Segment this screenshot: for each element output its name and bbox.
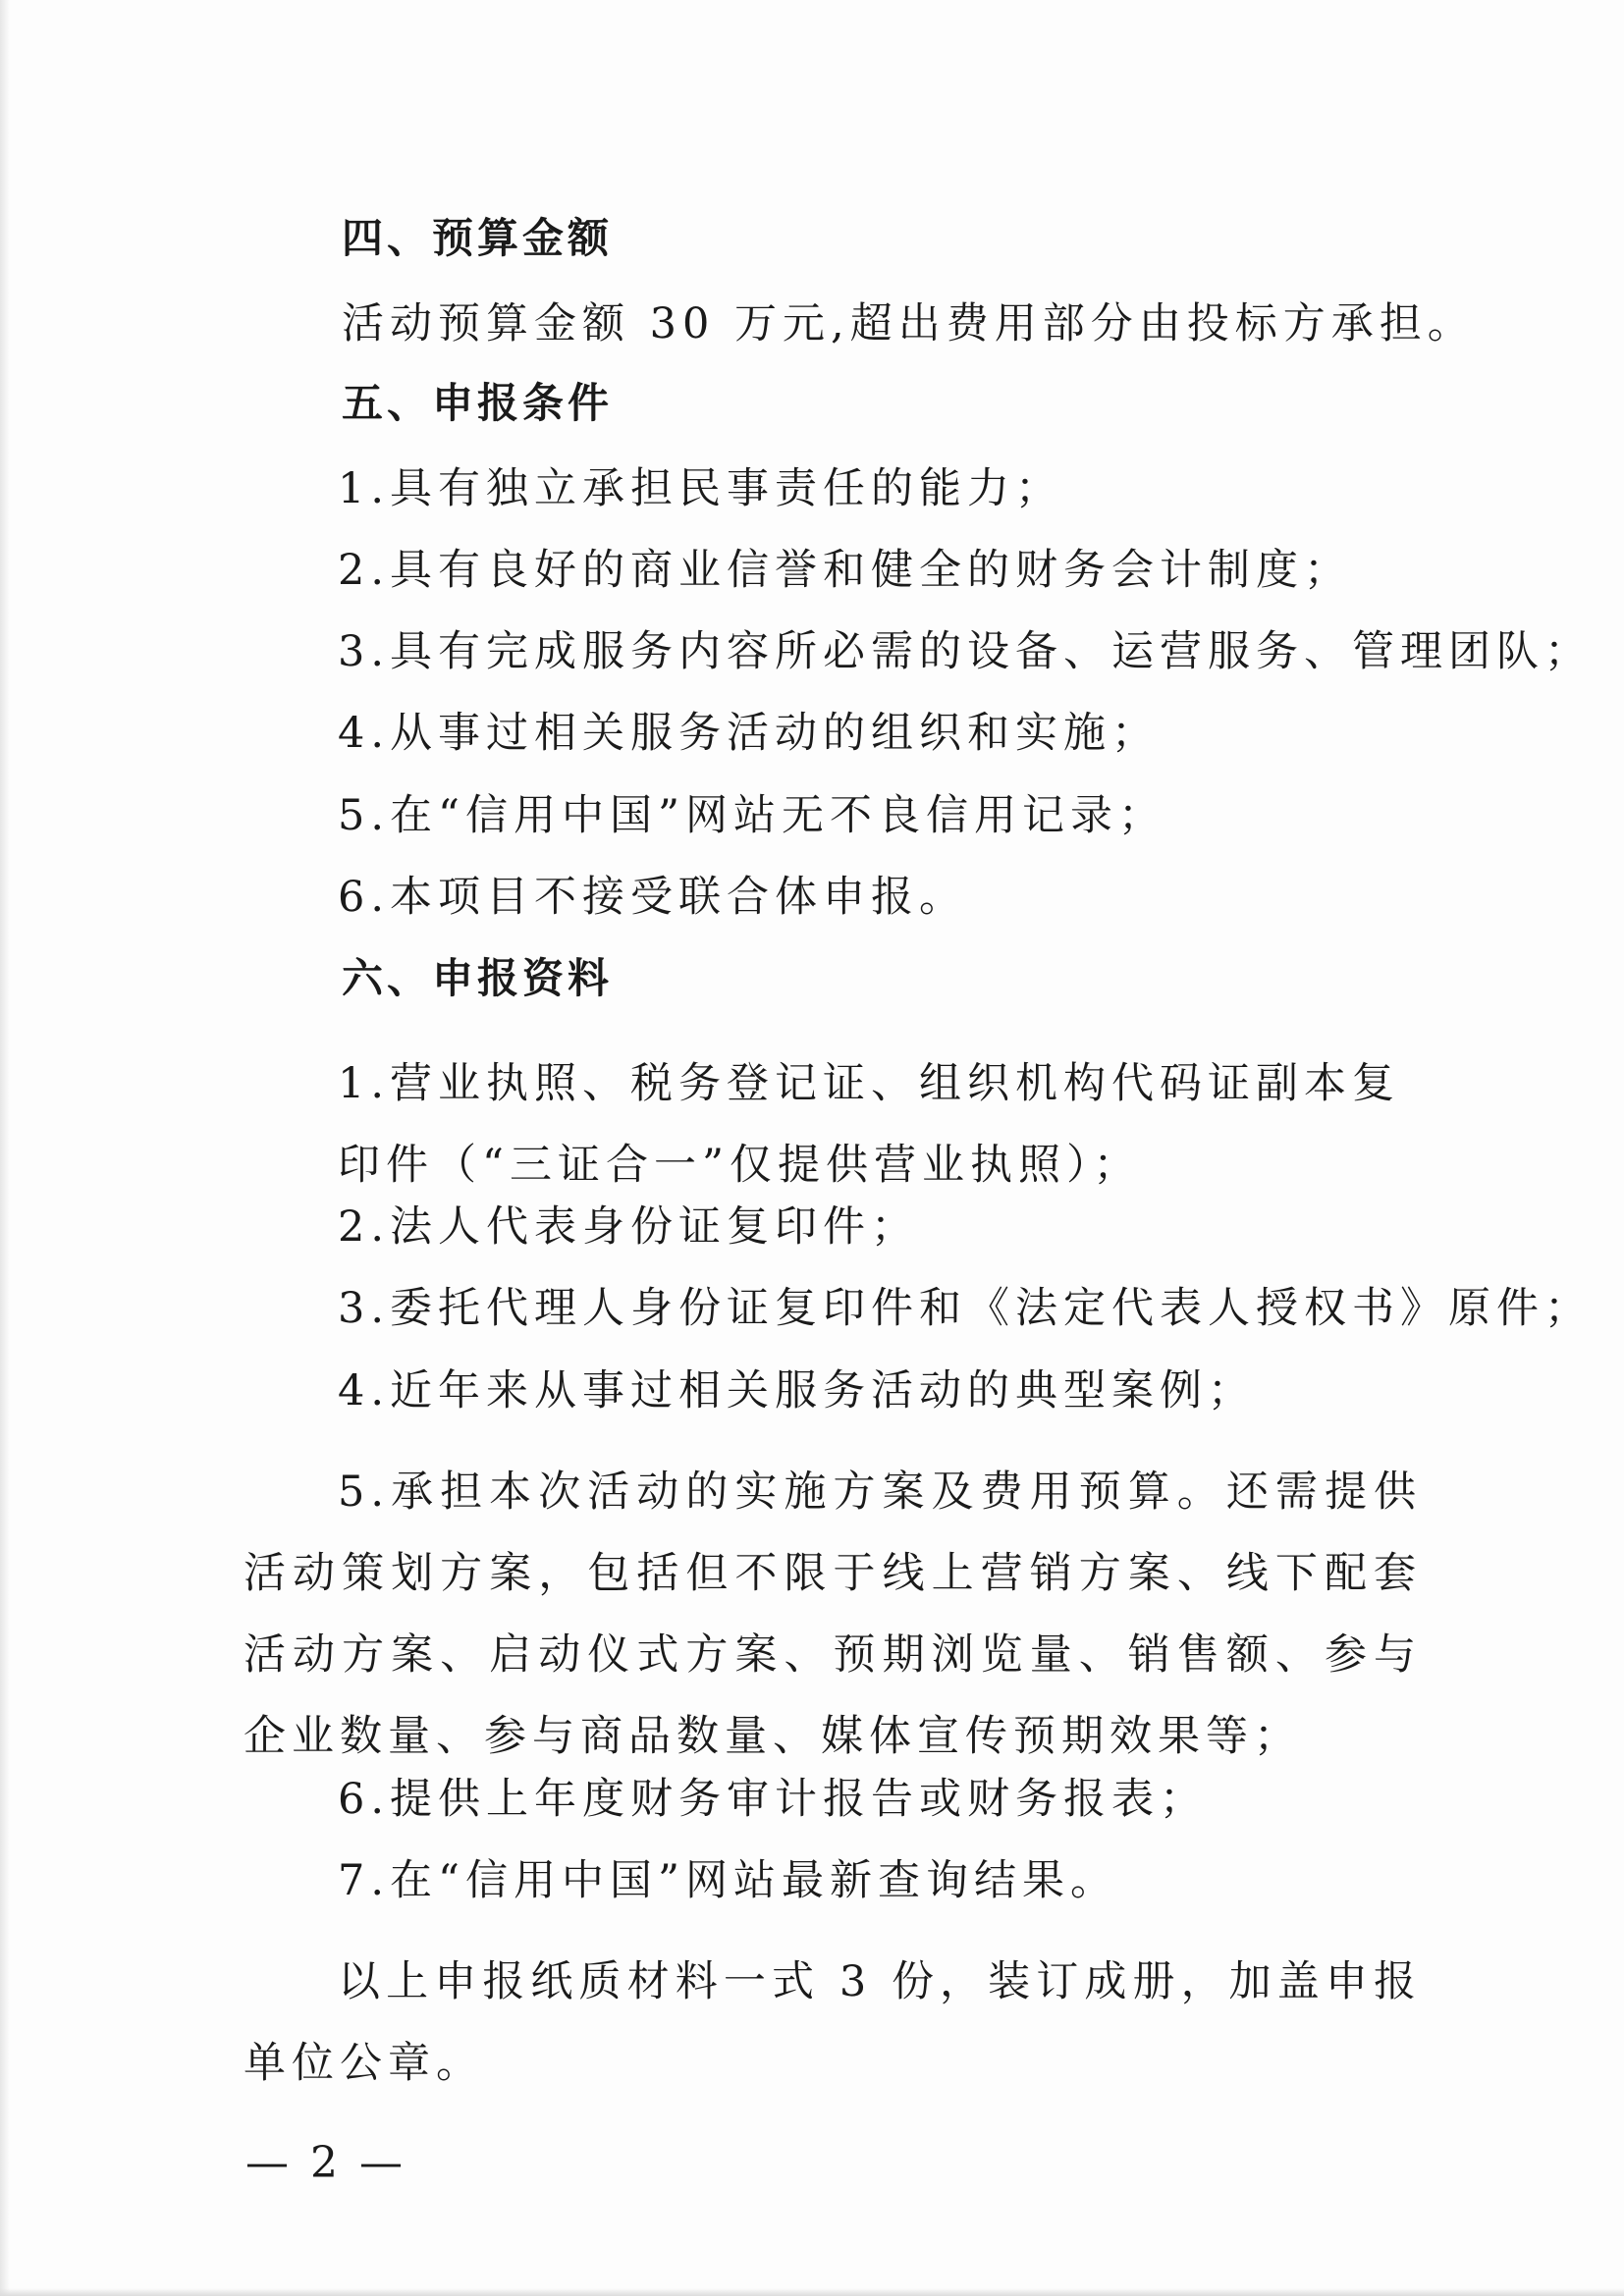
condition-item: 6.本项目不接受联合体申报。 <box>338 873 968 922</box>
material-text: 5.承担本次活动的实施方案及费用预算。还需提供活动策划方案，包括但不限于线上营销方案、线下配套活动方案、启动仪式方案、预期浏览量、销售额、参与企业数量、参与商品数量、媒体宣传预期效果等； <box>244 1468 1422 1761</box>
scan-edge-left <box>0 0 10 2296</box>
page-number: — 2 — <box>245 2138 406 2188</box>
closing-text: 以上申报纸质材料一式 3 份，装订成册，加盖申报单位公章。 <box>244 1957 1422 2088</box>
budget-paragraph: 活动预算金额 30 万元,超出费用部分由投标方承担。 <box>342 299 1476 348</box>
material-item: 6.提供上年度财务审计报告或财务报表； <box>338 1775 1209 1824</box>
material-item: 7.在“信用中国”网站最新查询结果。 <box>338 1856 1118 1905</box>
material-text: 1.营业执照、税务登记证、组织机构代码证副本复印件（“三证合一”仅提供营业执照）； <box>338 1059 1401 1190</box>
condition-item: 3.具有完成服务内容所必需的设备、运营服务、管理团队； <box>338 627 1594 676</box>
condition-item: 5.在“信用中国”网站无不良信用记录； <box>338 791 1166 840</box>
material-item-5 <box>244 1452 1422 1778</box>
section-heading-budget: 四、预算金额 <box>342 214 614 262</box>
scan-edge-bottom <box>0 2288 1624 2296</box>
condition-item: 2.具有良好的商业信誉和健全的财务会计制度； <box>338 546 1353 595</box>
section-heading-conditions: 五、申报条件 <box>342 379 614 427</box>
material-item: 4.近年来从事过相关服务活动的典型案例； <box>338 1366 1257 1415</box>
material-item: 2.法人代表身份证复印件； <box>338 1202 920 1252</box>
material-item: 3.委托代理人身份证复印件和《法定代表人授权书》原件； <box>338 1284 1594 1333</box>
closing-paragraph <box>244 1942 1422 2105</box>
condition-item: 1.具有独立承担民事责任的能力； <box>338 464 1064 513</box>
material-item-1-line-1 <box>338 1043 1418 1206</box>
section-heading-materials: 六、申报资料 <box>342 954 614 1002</box>
condition-item: 4.从事过相关服务活动的组织和实施； <box>338 709 1161 758</box>
